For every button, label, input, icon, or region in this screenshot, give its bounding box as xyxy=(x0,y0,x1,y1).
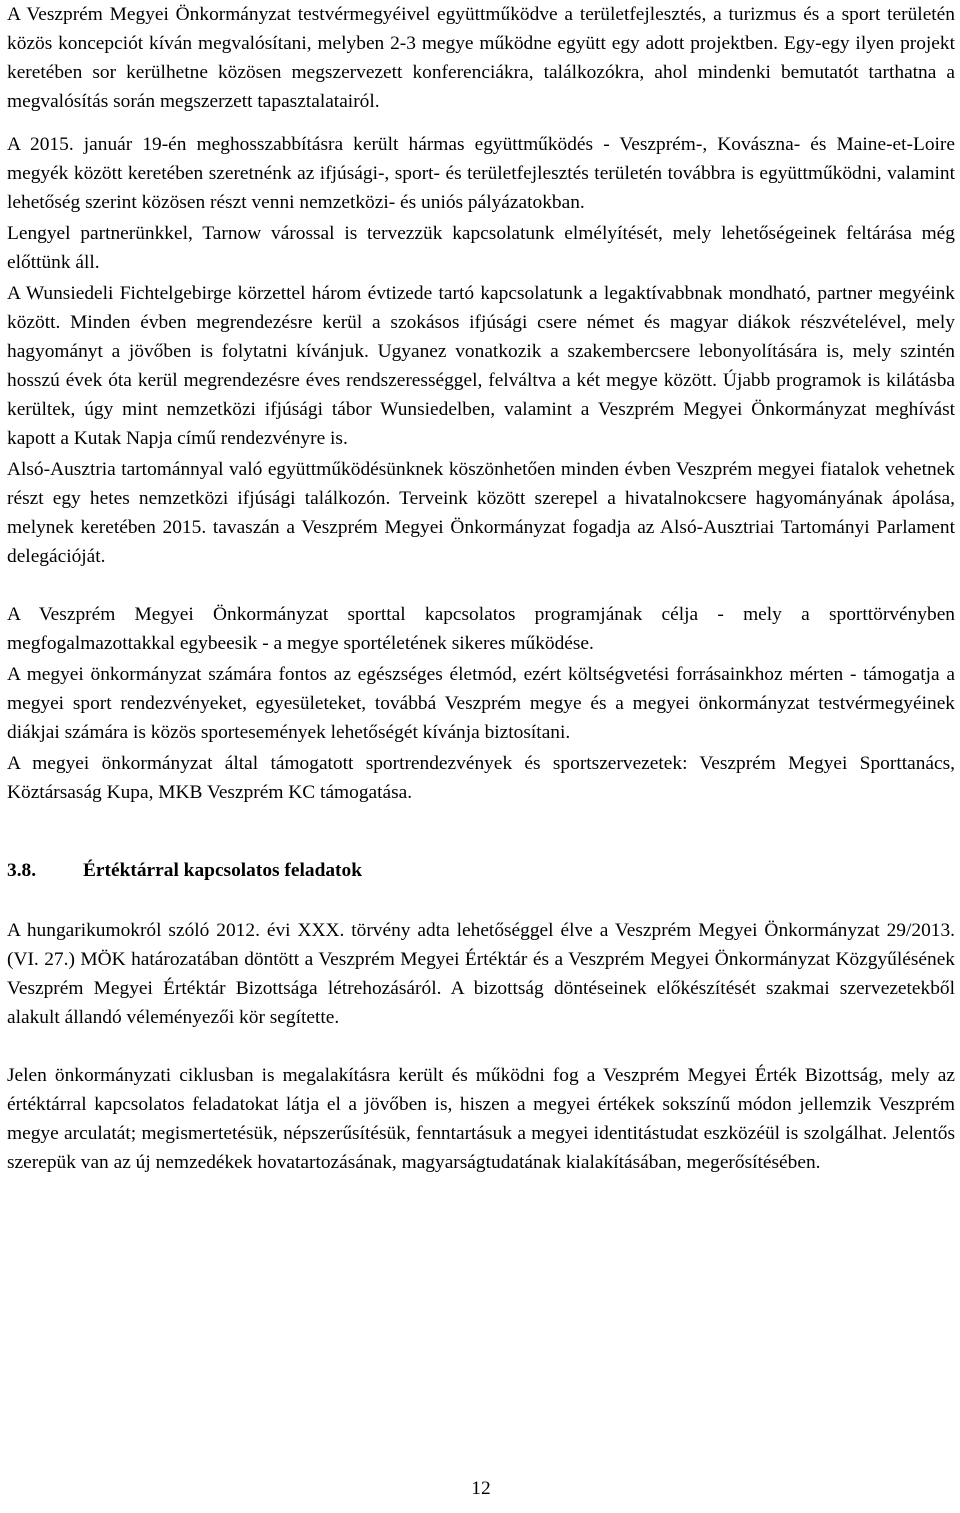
paragraph-tamogatott-sport: A megyei önkormányzat által támogatott sportrendezvények és sportszervezetek: Veszprém Megyei Sporttanács, Köztársaság Kupa, MKB Veszprém KC támogatása. xyxy=(7,753,955,803)
paragraph-wunsiedel: A Wunsiedeli Fichtelgebirge körzettel három évtizede tartó kapcsolatunk a legaktívabbnak mondható, partner megyéink között. Minden évben megrendezésre kerül a szokásos ifjúsági csere német és magyar diákok részvételével, mely hagyományt a jövőben is folytatni kívánjuk. Ugyanez vonatkozik a szakembercsere lebonyolítására is, mely szintén hosszú évek óta kerül megrendezésre éves rendszerességgel, felváltva a két megye között. Újabb programok is kilátásba kerültek, úgy mint nemzetközi ifjúsági tábor Wunsiedelben, valamint a Veszprém Megyei Önkormányzat meghívást kapott a Kutak Napja című rendezvényre is. xyxy=(7,283,955,449)
paragraph-testver-koncepcio: A Veszprém Megyei Önkormányzat testvérmegyéivel együttműködve a területfejlesztés, a turizmus és a sport területén közös koncepciót kíván megvalósítani, melyben 2-3 megye működne együtt egy adott projektben. Egy-egy ilyen projekt keretében sor kerülhetne közösen megszervezett konferenciákra, találkozókra, ahol mindenki bemutatót tarthatna a megvalósítás során megszerzett tapasztalatairól. xyxy=(7,4,955,112)
paragraph-egeszseges-eletmod: A megyei önkormányzat számára fontos az egészséges életmód, ezért költségvetési forrásainkhoz mérten - támogatja a megyei sport rendezvényeket, egyesületeket, továbbá Veszprém megye és a megyei önkormányzat testvérmegyéinek diákjai számára is közös sportesemények lehetőségét kívánja biztosítani. xyxy=(7,664,955,743)
paragraph-sport-program: A Veszprém Megyei Önkormányzat sporttal kapcsolatos programjának célja - mely a sporttörvényben megfogalmazottakkal egybeesik - a megye sportéletének sikeres működése. xyxy=(7,604,955,654)
section-title: Értéktárral kapcsolatos feladatok xyxy=(83,860,362,881)
paragraph-lengyel-partner: Lengyel partnerünkkel, Tarnow várossal is tervezzük kapcsolatunk elmélyítését, mely lehetőségeinek feltárása még előttünk áll. xyxy=(7,223,955,273)
paragraph-hungarikum: A hungarikumokról szóló 2012. évi XXX. törvény adta lehetőséggel élve a Veszprém Megyei Önkormányzat 29/2013. (VI. 27.) MÖK határozatában döntött a Veszprém Megyei Értéktár és a Veszprém Megyei Önkormányzat Közgyűlésének Veszprém Megyei Értéktár Bizottsága létrehozásáról. A bizottság döntéseinek előkészítését szakmai szervezetekből alakult állandó véleményezői kör segítette. xyxy=(7,920,955,1028)
section-heading xyxy=(7,856,955,885)
paragraph-also-ausztria: Alsó-Ausztria tartománnyal való együttműködésünknek köszönhetően minden évben Veszprém megyei fiatalok vehetnek részt egy hetes nemzetközi ifjúsági találkozón. Terveink között szerepel a hivatalnokcsere hagyományának ápolása, melynek keretében 2015. tavaszán a Veszprém Megyei Önkormányzat fogadja az Alsó-Ausztriai Tartományi Parlament delegációját. xyxy=(7,459,955,567)
paragraph-harmas-egyuttmukodes: A 2015. január 19-én meghosszabbításra került hármas együttműködés - Veszprém-, Kovászna- és Maine-et-Loire megyék között keretében szeretnénk az ifjúsági-, sport- és területfejlesztés területén továbbra is együttműködni, valamint lehetőség szerint közösen részt venni nemzetközi- és uniós pályázatokban. xyxy=(7,134,955,213)
paragraph-ertek-bizottsag: Jelen önkormányzati ciklusban is megalakításra került és működni fog a Veszprém Megyei Érték Bizottság, mely az értéktárral kapcsolatos feladatokat látja el a jövőben is, hiszen a megyei értékek sokszínű módon jellemzik Veszprém megye arculatát; megismertetésük, népszerűsítésük, fenntartásuk a megyei identitástudat eszközéül is szolgálhat. Jelentős szerepük van az új nemzedékek hovatartozásának, magyarságtudatának kialakításában, megerősítésében. xyxy=(7,1065,955,1173)
page-number: 12 xyxy=(471,1478,491,1499)
document-page xyxy=(7,0,955,1513)
section-number: 3.8. xyxy=(7,860,37,881)
